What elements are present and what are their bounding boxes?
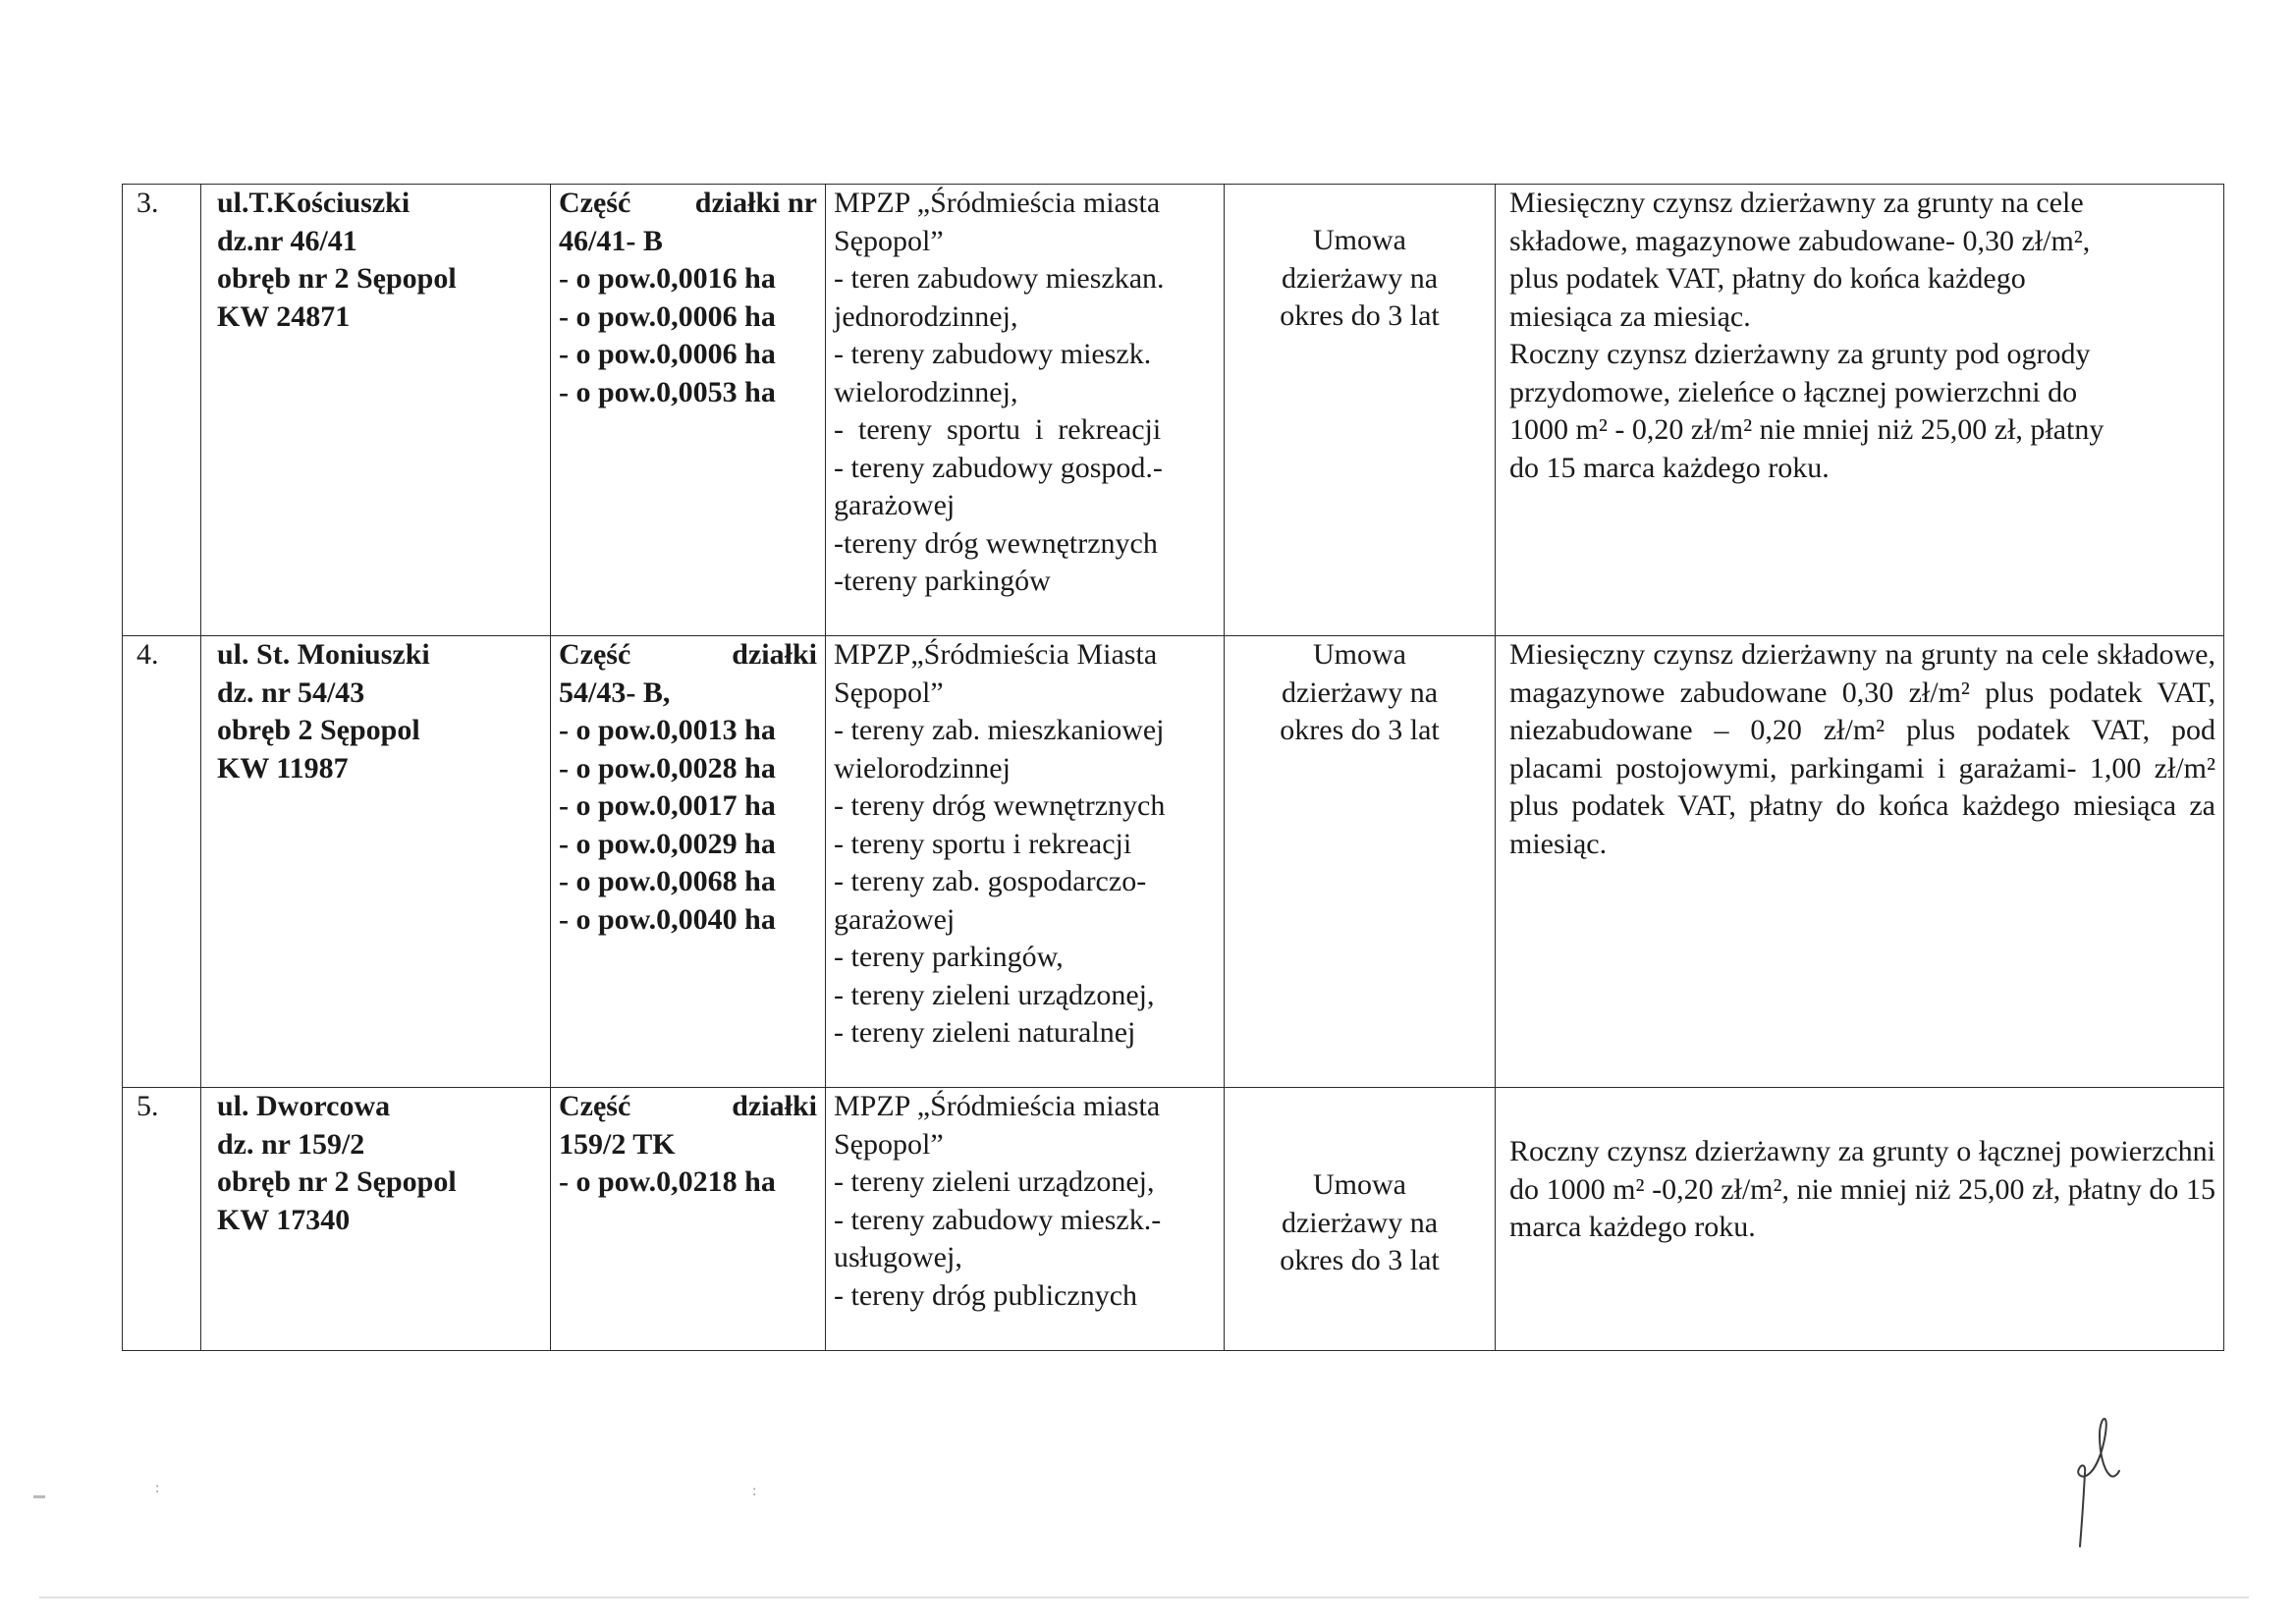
plot-part-title (559, 185, 817, 223)
table-row (123, 1088, 2224, 1351)
rent-line: przydomowe, zieleńce o łącznej powierzchni do (1509, 375, 2078, 408)
scan-edge-line (39, 1596, 2249, 1598)
plot-part-line: - o pow.0,0040 ha (559, 902, 776, 936)
zoning-line: usługowej, (834, 1241, 962, 1273)
plot-part-title-word: Część (559, 638, 631, 671)
zoning-line: MPZP „Śródmieścia miasta (834, 187, 1161, 219)
location-line: obręb nr 2 Sępopol (217, 262, 457, 295)
rent-line: Roczny czynsz dzierżawny za grunty pod ogrody (1509, 338, 2091, 370)
plot-part-title (559, 1088, 817, 1126)
agreement-line: dzierżawy na (1281, 676, 1439, 709)
zoning-line: -tereny parkingów (834, 565, 1051, 597)
location-line: dz.nr 46/41 (217, 224, 357, 257)
location-line: obręb 2 Sępopol (217, 714, 420, 746)
scan-speck (33, 1495, 45, 1498)
zoning-line: Sępopol” (834, 224, 944, 257)
zoning-line: - tereny sportu i rekreacji (834, 413, 1162, 446)
zoning-line: garażowej (834, 902, 956, 936)
plot-part-cell (551, 1088, 826, 1351)
location-line: dz. nr 159/2 (217, 1127, 365, 1161)
rent-terms-cell: Roczny czynsz dzierżawny za grunty o łącznej powierzchni do 1000 m² -0,20 zł/m², nie mniej niż 25,00 zł, płatny do 15 marca każdego roku. (1496, 1088, 2224, 1351)
zoning-plan-cell (826, 1088, 1225, 1351)
zoning-line: - tereny zabudowy gospod.- (834, 451, 1163, 484)
plot-part-line: - o pow.0,0218 ha (559, 1165, 776, 1198)
plot-part-cell (551, 636, 826, 1088)
agreement-line: okres do 3 lat (1280, 1244, 1440, 1276)
zoning-line: - tereny zab. mieszkaniowej (834, 714, 1165, 746)
location-line: dz. nr 54/43 (217, 676, 365, 709)
plot-part-title-word: Część (559, 187, 631, 219)
rent-terms-cell: Miesięczny czynsz dzierżawny na grunty na cele składowe, magazynowe zabudowane 0,30 zł/m² plus podatek VAT, niezabudowane – 0,20 zł/m² plus podatek VAT, pod placami postojowymi, parkingami i garażami- 1,00 zł/m² plus podatek VAT, płatny do końca każdego miesiąca za miesiąc. (1496, 636, 2224, 1088)
zoning-line: - tereny sportu i rekreacji (834, 827, 1132, 860)
agreement-line: Umowa (1313, 638, 1406, 671)
agreement-type-cell (1225, 185, 1496, 636)
zoning-line: wielorodzinnej, (834, 375, 1018, 408)
location-cell (201, 185, 551, 636)
zoning-line: - tereny zabudowy mieszk. (834, 338, 1152, 370)
row-number: 5. (123, 1088, 201, 1351)
rent-line: Miesięczny czynsz dzierżawny za grunty na cele (1509, 187, 2084, 219)
rent-line: plus podatek VAT, płatny do końca każdego (1509, 262, 2026, 295)
location-line: ul. Dworcowa (217, 1090, 391, 1122)
zoning-line: - tereny dróg wewnętrznych (834, 789, 1166, 822)
handwritten-initials-signature (2052, 1414, 2131, 1551)
rent-line: do 15 marca każdego roku. (1509, 451, 1830, 484)
plot-part-line: - o pow.0,0017 ha (559, 789, 776, 822)
zoning-line: jednorodzinnej, (834, 299, 1018, 333)
location-line: KW 17340 (217, 1203, 351, 1236)
zoning-line: - tereny zieleni naturalnej (834, 1016, 1136, 1049)
agreement-type-cell (1225, 1088, 1496, 1351)
plot-part-line: - o pow.0,0053 ha (559, 375, 776, 408)
plot-part-line: 159/2 TK (559, 1127, 676, 1161)
location-cell (201, 1088, 551, 1351)
land-lease-table (122, 184, 2224, 1351)
location-line: KW 24871 (217, 299, 351, 333)
agreement-line: okres do 3 lat (1280, 299, 1440, 332)
zoning-line: MPZP„Śródmieścia Miasta (834, 638, 1158, 671)
row-number: 4. (123, 636, 201, 1088)
plot-part-title-word: działki (732, 638, 817, 671)
zoning-line: - tereny zabudowy mieszk.- (834, 1203, 1162, 1236)
plot-part-line: - o pow.0,0068 ha (559, 865, 776, 897)
plot-part-line: - o pow.0,0029 ha (559, 827, 776, 860)
plot-part-cell (551, 185, 826, 636)
agreement-line: dzierżawy na (1281, 1206, 1439, 1239)
agreement-line: Umowa (1313, 224, 1406, 256)
scan-mark: : (752, 1483, 757, 1499)
scan-mark: : (155, 1480, 160, 1496)
zoning-line: - teren zabudowy mieszkan. (834, 262, 1165, 295)
plot-part-line: - o pow.0,0013 ha (559, 714, 776, 746)
zoning-line: - tereny parkingów, (834, 941, 1064, 973)
zoning-line: wielorodzinnej (834, 751, 1011, 784)
zoning-plan-cell (826, 636, 1225, 1088)
agreement-line: Umowa (1313, 1168, 1406, 1201)
plot-part-title (559, 636, 817, 675)
zoning-line: garażowej (834, 489, 956, 521)
plot-part-line: 46/41- B (559, 224, 663, 257)
rent-line: 1000 m² - 0,20 zł/m² nie mniej niż 25,00 zł, płatny (1509, 413, 2105, 446)
agreement-line: okres do 3 lat (1280, 714, 1440, 746)
rent-line: składowe, magazynowe zabudowane- 0,30 zł/m², (1509, 224, 2091, 257)
zoning-line: Sępopol” (834, 676, 944, 709)
zoning-line: MPZP „Śródmieścia miasta (834, 1090, 1161, 1122)
row-number: 3. (123, 185, 201, 636)
zoning-line: Sępopol” (834, 1127, 944, 1161)
location-line: ul. St. Moniuszki (217, 638, 430, 671)
rent-line: miesiąca za miesiąc. (1509, 299, 1751, 333)
zoning-line: - tereny zab. gospodarczo- (834, 865, 1147, 897)
plot-part-line: - o pow.0,0028 ha (559, 751, 776, 784)
table-row (123, 636, 2224, 1088)
plot-part-line: - o pow.0,0016 ha (559, 262, 776, 295)
zoning-line: - tereny dróg publicznych (834, 1278, 1138, 1312)
zoning-line: -tereny dróg wewnętrznych (834, 526, 1158, 560)
rent-terms-cell (1496, 185, 2224, 636)
plot-part-line: - o pow.0,0006 ha (559, 338, 776, 370)
location-cell (201, 636, 551, 1088)
plot-part-title-word: działki (732, 1090, 817, 1122)
agreement-line: dzierżawy na (1281, 261, 1439, 295)
zoning-line: - tereny zieleni urządzonej, (834, 978, 1155, 1011)
plot-part-title-word: działki nr (694, 187, 817, 219)
zoning-line: - tereny zieleni urządzonej, (834, 1165, 1155, 1198)
agreement-type-cell (1225, 636, 1496, 1088)
location-line: ul.T.Kościuszki (217, 187, 410, 219)
plot-part-line: - o pow.0,0006 ha (559, 299, 776, 333)
location-line: KW 11987 (217, 751, 349, 784)
plot-part-line: 54/43- B, (559, 676, 671, 709)
table-row (123, 185, 2224, 636)
location-line: obręb nr 2 Sępopol (217, 1165, 457, 1198)
zoning-plan-cell (826, 185, 1225, 636)
plot-part-title-word: Część (559, 1090, 631, 1122)
